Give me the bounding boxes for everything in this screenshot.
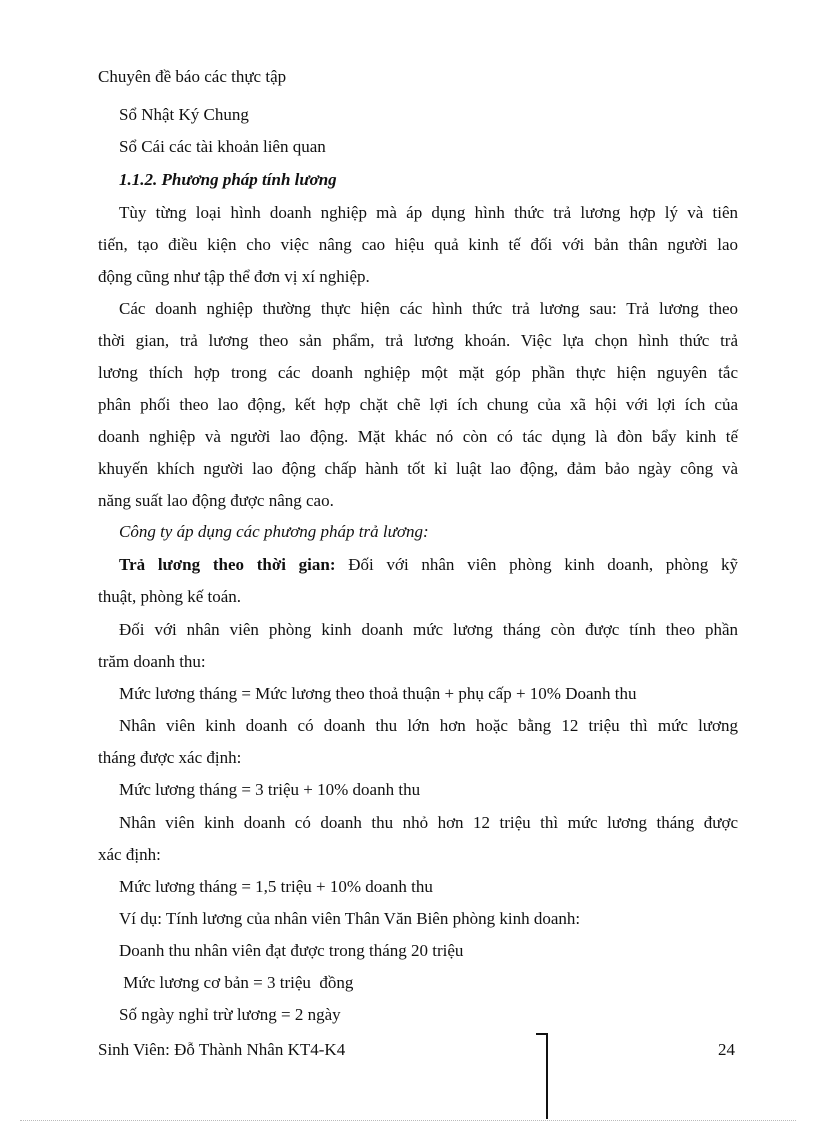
paragraph-line: tiến, tạo điều kiện cho việc nâng cao hiệu quả kinh tế đối với bản thân người lao [98,235,738,254]
salary-formula: Mức lương tháng = Mức lương theo thoả thuận + phụ cấp + 10% Doanh thu [119,684,637,703]
time-pay-line: thuật, phòng kế toán. [98,587,242,606]
paragraph-line: động cũng như tập thể đơn vị xí nghiệp. [98,267,370,286]
example-line: Mức lương cơ bản = 3 triệu đồng [119,973,354,992]
intro-item: Sổ Cái các tài khoản liên quan [119,137,326,156]
time-pay-line [119,554,738,576]
intro-item: Sổ Nhật Ký Chung [119,105,249,124]
time-pay-label: Trả lương theo thời gian: [119,555,336,574]
paragraph-line: Các doanh nghiệp thường thực hiện các hình thức trả lương sau: Trả lương theo [119,299,738,318]
example-line: Doanh thu nhân viên đạt được trong tháng 20 triệu [119,941,464,960]
paragraph-line: Nhân viên kinh doanh có doanh thu nhỏ hơn 12 triệu thì mức lương tháng được [119,813,738,832]
paragraph-line: doanh nghiệp và người lao động. Mặt khác nó còn có tác dụng là đòn bẩy kinh tế [98,427,738,446]
company-methods-intro: Công ty áp dụng các phương pháp trả lương: [119,522,429,541]
paragraph-line: trăm doanh thu: [98,652,206,671]
salary-formula: Mức lương tháng = 1,5 triệu + 10% doanh thu [119,877,433,896]
paragraph-line: thời gian, trả lương theo sản phẩm, trả lương khoán. Việc lựa chọn hình thức trả [98,331,738,350]
paragraph-line: Tùy từng loại hình doanh nghiệp mà áp dụng hình thức trả lương hợp lý và tiên [119,203,738,222]
footer-student: Sinh Viên: Đỗ Thành Nhân KT4-K4 [98,1040,346,1059]
page-bottom-border [20,1120,796,1121]
paragraph-line: khuyến khích người lao động chấp hành tốt kỉ luật lao động, đảm bảo ngày công và [98,459,738,478]
example-line: Ví dụ: Tính lương của nhân viên Thân Văn Biên phòng kinh doanh: [119,909,581,928]
footer-rule-vertical [546,1033,548,1119]
paragraph-line: Nhân viên kinh doanh có doanh thu lớn hơn hoặc bằng 12 triệu thì mức lương [119,716,738,735]
paragraph-line: năng suất lao động được nâng cao. [98,491,334,510]
page-number: 24 [718,1040,735,1059]
example-line: Số ngày nghỉ trừ lương = 2 ngày [119,1005,341,1024]
paragraph-line: tháng được xác định: [98,748,242,767]
paragraph-line: xác định: [98,845,161,864]
paragraph-line: lương thích hợp trong các doanh nghiệp một mặt góp phần thực hiện nguyên tắc [98,363,738,382]
salary-formula: Mức lương tháng = 3 triệu + 10% doanh thu [119,780,421,799]
time-pay-text: Đối với nhân viên phòng kinh doanh, phòng kỹ [335,555,739,574]
page-header-title: Chuyên đề báo các thực tập [98,67,287,86]
section-heading: 1.1.2. Phương pháp tính lương [119,170,337,189]
paragraph-line: phân phối theo lao động, kết hợp chặt chẽ lợi ích chung của xã hội với lợi ích của [98,395,738,414]
paragraph-line: Đối với nhân viên phòng kinh doanh mức lương tháng còn được tính theo phần [119,620,738,639]
